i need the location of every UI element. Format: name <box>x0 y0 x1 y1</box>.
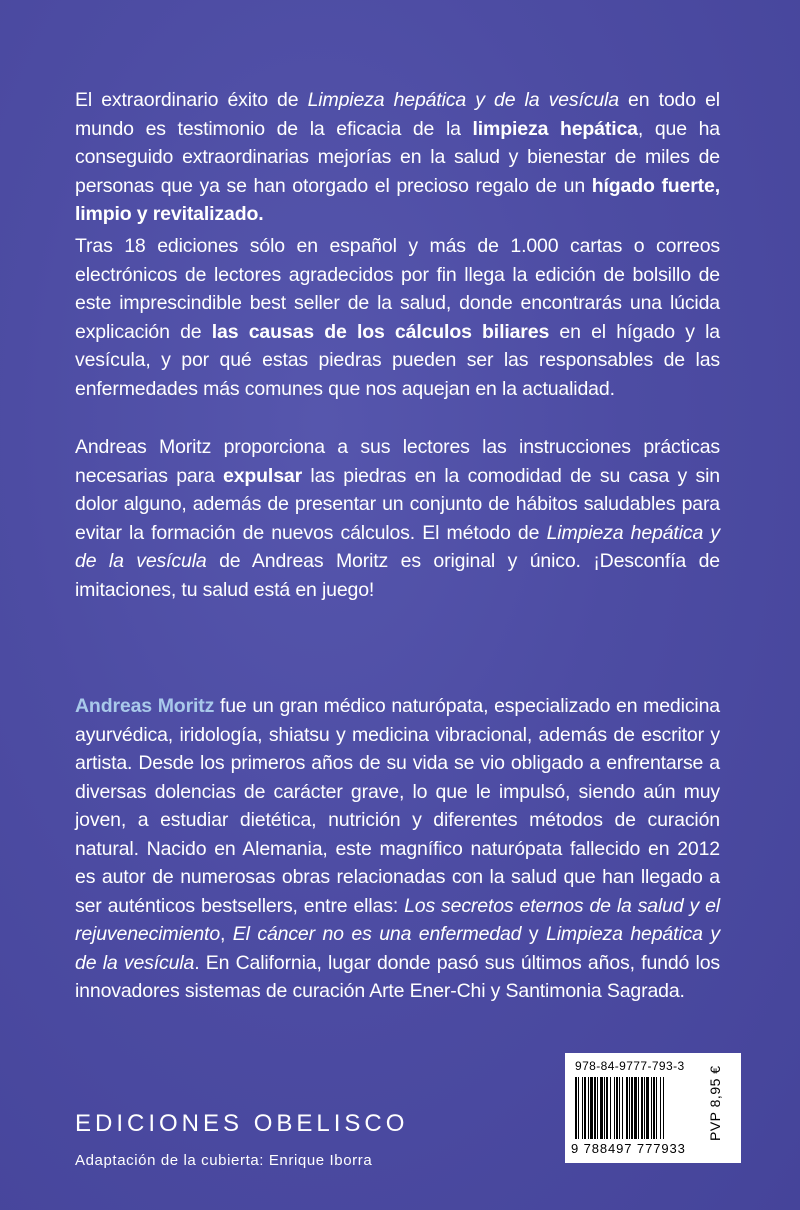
intro-paragraph-3 <box>75 433 720 604</box>
text-run: de Andreas Moritz es original y único. ¡Desconfía de imitaciones, tu salud está en juego! <box>75 550 720 601</box>
text-run: , <box>220 923 233 945</box>
text-run: . En California, lugar donde pasó sus últimos años, fundó los innovadores sistemas de curación Arte Ener-Chi y Santimonia Sagrada. <box>75 951 720 1002</box>
cover-credit: Adaptación de la cubierta: Enrique Iborra <box>75 1152 373 1169</box>
emphasis: expulsar <box>223 464 303 487</box>
text-run: Andreas Moritz proporciona a sus lectores las instrucciones prácticas necesarias para <box>75 436 720 487</box>
book-title: Limpieza hepática y de la vesícula <box>75 521 721 572</box>
text-run: fue un gran médico naturópata, especializado en medicina ayurvédica, iridología, shiatsu y medicina vibracional, además de escritor y artista. Desde los primeros años de su vida se vio obligado a enfrentarse a diversas dolencias de carácter grave, lo que le impulsó, siendo aún muy joven, a estudiar dietética, nutrición y diferentes métodos de curación natural. Nacido en Alemania, este magnífico naturópata fallecido en 2012 es autor de numerosas obras relacionadas con la salud que han llegado a ser auténticos bestsellers, entre ellas: <box>75 695 720 917</box>
text-run: El extraordinario éxito de <box>75 89 308 111</box>
text-run: en el hígado y la vesícula, y por qué estas piedras pueden ser las responsables de las enfermedades más comunes que nos aquejan en la actualidad. <box>75 320 720 400</box>
emphasis: hígado fuerte, limpio y revitalizado. <box>75 174 720 225</box>
publisher-name: EDICIONES OBELISCO <box>75 1110 409 1137</box>
book-title: Los secretos eternos de la salud y el rejuvenecimiento <box>75 894 720 945</box>
text-run: , que ha conseguido extraordinarias mejorías en la salud y bienestar de miles de personas que ya se han otorgado el precioso regalo de un <box>75 117 720 197</box>
barcode-icon <box>575 1077 697 1139</box>
emphasis: las causas de los cálculos biliares <box>211 320 550 343</box>
book-title: El cáncer no es una enfermedad <box>232 923 522 945</box>
text-run: las piedras en la comodidad de su casa y sin dolor alguno, además de presentar un conjunto de hábitos saludables para evitar la formación de nuevos cálculos. El método de <box>75 464 720 544</box>
isbn-top: 978-84-9777-793-3 <box>575 1059 685 1073</box>
author-bio <box>75 692 720 1006</box>
author-name: Andreas Moritz <box>75 695 215 717</box>
emphasis: limpieza hepática <box>472 117 638 140</box>
book-title: Limpieza hepática y de la vesícula <box>75 923 720 974</box>
text-run: en todo el mundo es testimonio de la eficacia de la <box>75 89 720 140</box>
price-label: PVP 8,95 € <box>707 1065 723 1141</box>
text-run: y <box>521 923 546 945</box>
book-title: Limpieza hepática y de la vesícula <box>307 89 619 111</box>
intro-paragraph-2 <box>75 232 720 403</box>
text-run: Tras 18 ediciones sólo en español y más de 1.000 cartas o correos electrónicos de lectores agradecidos por fin llega la edición de bolsillo de este imprescindible best seller de la salud, donde encontrarás una lúcida explicación de <box>75 235 720 343</box>
barcode-box <box>565 1053 741 1163</box>
intro-paragraph-1 <box>75 86 720 229</box>
isbn-bottom: 9 788497 777933 <box>571 1141 686 1156</box>
